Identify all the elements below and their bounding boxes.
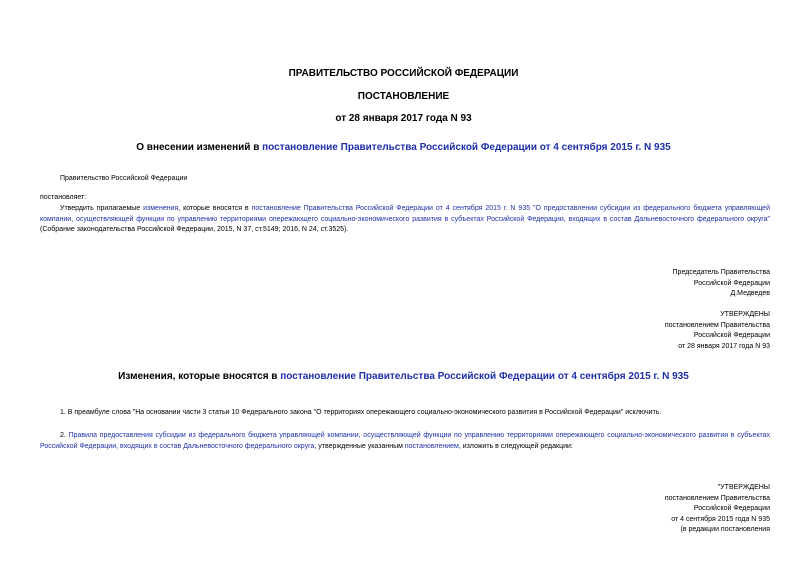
item2-suffix: , изложить в следующей редакции: (458, 442, 573, 450)
approved2-line3: Российской Федерации (693, 505, 770, 512)
changes-link[interactable]: изменения (143, 205, 179, 212)
para1-text-b: , которые вносятся в (178, 205, 252, 212)
approved-line4: от 28 января 2017 года N 93 (678, 342, 770, 350)
item2-mid: , утвержденные указанным (314, 442, 405, 450)
approved-block (665, 310, 770, 352)
changes-title-link[interactable]: постановление Правительства Российской Федерации от 4 сентября 2015 г. N 935 (280, 371, 689, 382)
approved-line2: постановлением Правительства (664, 321, 770, 329)
signature-block (673, 268, 770, 300)
resolution-paragraph (40, 204, 770, 236)
decree-935-link[interactable]: постановление Правительства Российской Федерации от 4 сентября 2015 г. N 935 "О предоставлении субсидии из федерального бюджета управляющей компании, осуществляющей функции по управлению территориями опережающего социально-экономического развития в субъектах Российской Федерации, входящих в состав Дальневосточного федерального округа" (40, 205, 770, 223)
change-item-1: 1. В преамбуле слова "На основании части 3 статьи 10 Федерального закона "О территориях опережающего социально-экономического развития в Российской Федерации" исключить. (60, 409, 662, 416)
approved-line1: УТВЕРЖДЕНЫ (720, 311, 770, 318)
doc-type-heading: ПОСТАНОВЛЕНИЕ (357, 91, 450, 102)
doc-title (0, 142, 807, 153)
signature-line2: Российской Федерации (693, 279, 770, 287)
para1-text-c: (Собрание законодательства Российской Федерации, 2015, N 37, ст.5149; 2016, N 24, ст.3525). (40, 226, 349, 233)
government-line: Правительство Российской Федерации (60, 175, 188, 182)
approved2-line5: (в редакции постановления (680, 526, 770, 533)
doc-title-link[interactable]: постановление Правительства Российской Федерации от 4 сентября 2015 г. N 935 (262, 142, 671, 153)
rules-link[interactable]: Правила предоставления субсидии из федерального бюджета управляющей компании, осуществляющей функции по управлению территориями опережающего социально-экономического развития в субъектах Российской Федерации, входящих в состав Дальневосточного федерального округа (40, 432, 770, 450)
decree-link[interactable]: постановлением (404, 442, 459, 450)
doc-date: от 28 января 2017 года N 93 (335, 113, 472, 124)
item2-prefix: 2. (60, 432, 69, 439)
change-item-2 (40, 431, 770, 452)
changes-title (0, 371, 807, 382)
doc-title-prefix: О внесении изменений в (136, 142, 263, 153)
approved2-line2: постановлением Правительства (664, 494, 770, 502)
approved2-line4: от 4 сентября 2015 года N 935 (671, 515, 770, 523)
approved-block-2 (665, 483, 770, 536)
signature-line1: Председатель Правительства (672, 269, 770, 276)
para1-text-a: Утвердить прилагаемые (60, 205, 144, 212)
approved-line3: Российской Федерации (693, 332, 770, 339)
government-heading: ПРАВИТЕЛЬСТВО РОССИЙСКОЙ ФЕДЕРАЦИИ (288, 68, 519, 79)
approved2-line1: "УТВЕРЖДЕНЫ (717, 484, 770, 491)
changes-title-prefix: Изменения, которые вносятся в (118, 371, 281, 382)
signature-line3: Д.Медведев (730, 290, 770, 297)
postanovlyaet-line: постановляет: (40, 194, 87, 201)
